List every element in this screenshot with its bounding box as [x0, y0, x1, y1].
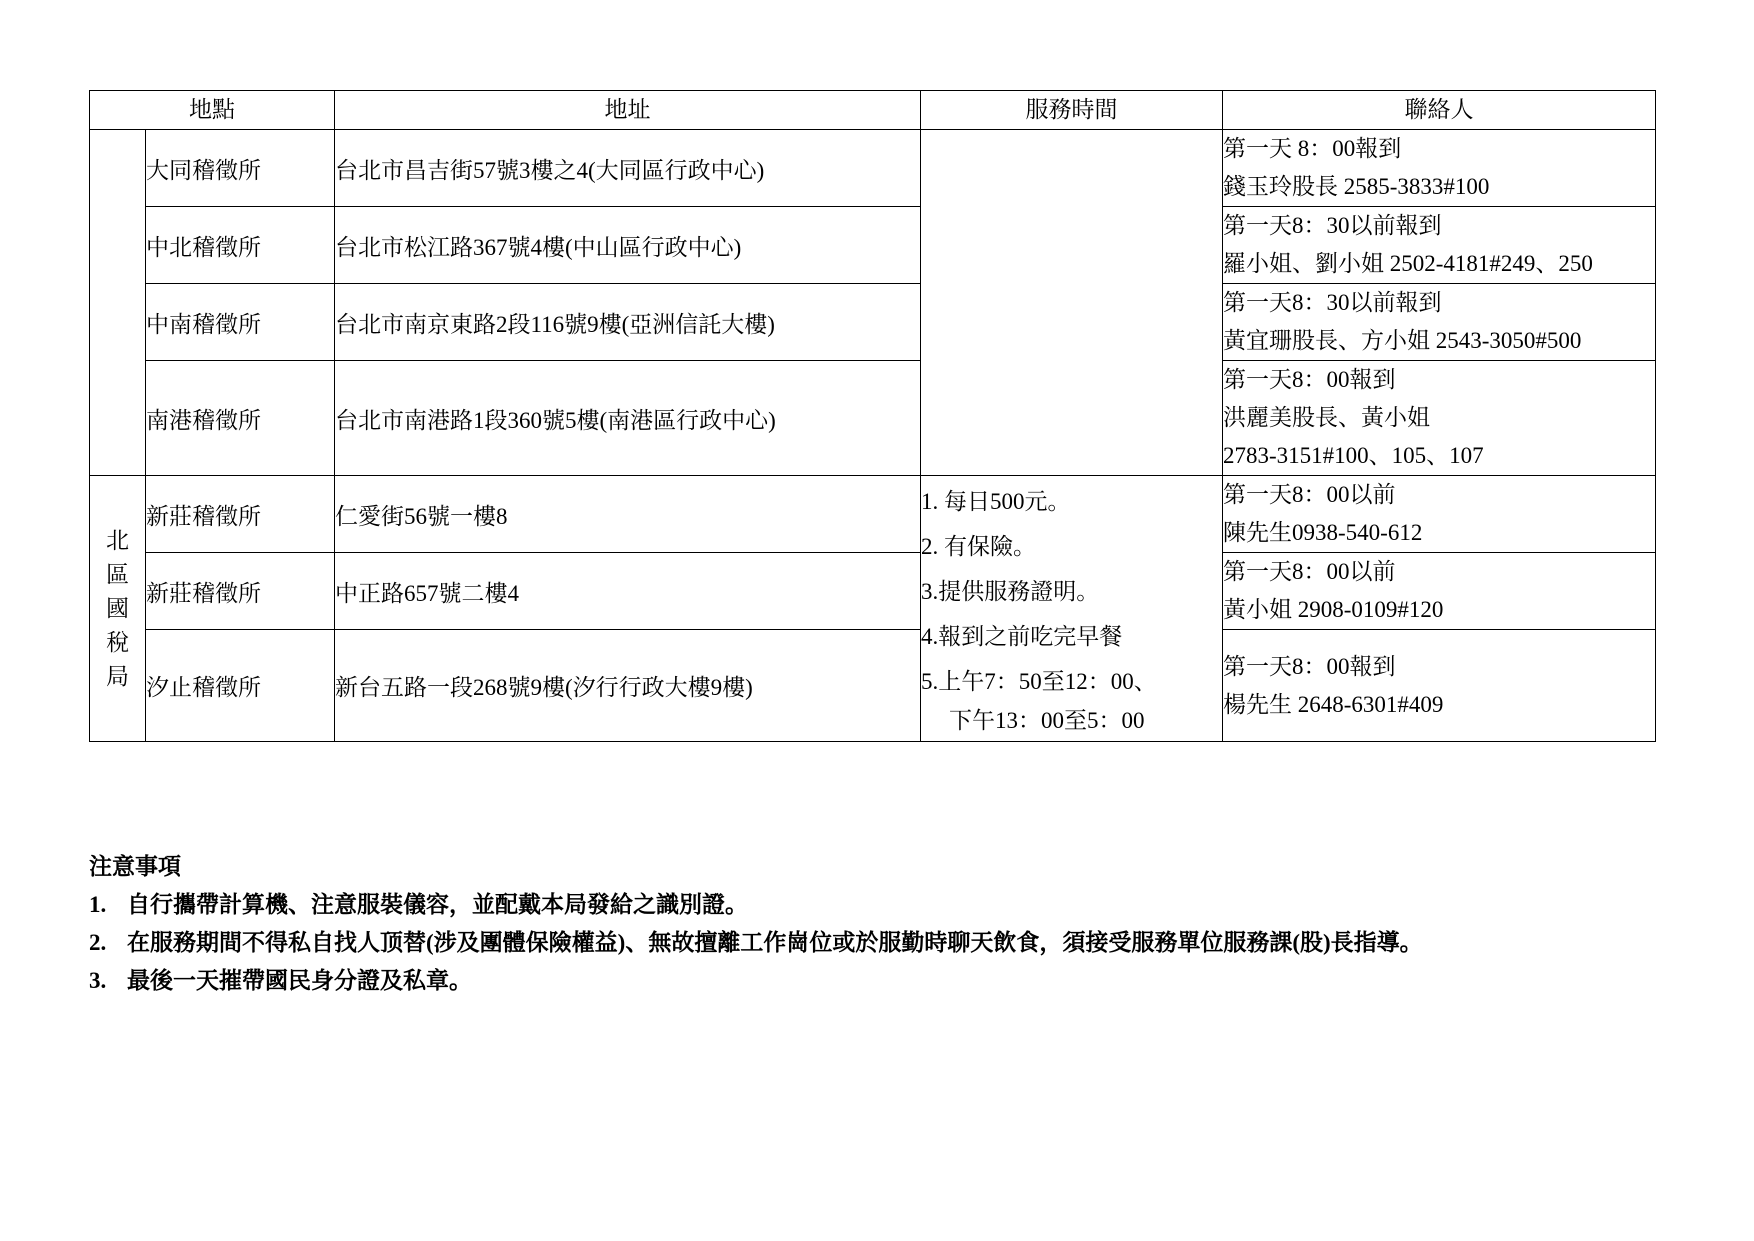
region-label — [90, 476, 146, 742]
service-line: 1. 每日500元。 — [921, 489, 1071, 514]
region-cell-blank — [90, 130, 146, 476]
service-location-table — [89, 90, 1656, 742]
office-address: 仁愛街56號一樓8 — [335, 476, 921, 553]
table-row — [90, 284, 1656, 361]
contact-cell — [1223, 284, 1656, 361]
header-contact: 聯絡人 — [1223, 91, 1656, 130]
contact-line: 2783-3151#100、105、107 — [1223, 443, 1484, 468]
table-row — [90, 207, 1656, 284]
region-char: 稅 — [106, 629, 129, 655]
notes-title: 注意事項 — [89, 854, 181, 879]
note-text: 在服務期間不得私自找人顶替(涉及團體保險權益)、無故擅離工作崗位或於服勤時聊天飲食，須接受服務單位服務課(股)長指導。 — [127, 930, 1423, 955]
office-name: 新莊稽徵所 — [146, 553, 335, 630]
note-number: 2. — [89, 930, 107, 955]
contact-line: 洪麗美股長、黃小姐 — [1223, 405, 1430, 430]
contact-line: 第一天8：00報到 — [1223, 653, 1396, 679]
contact-cell — [1223, 361, 1656, 476]
office-address: 中正路657號二樓4 — [335, 553, 921, 630]
note-number: 1. — [89, 892, 107, 917]
office-address: 台北市昌吉街57號3樓之4(大同區行政中心) — [335, 130, 921, 207]
service-line: 3.提供服務證明。 — [921, 579, 1100, 604]
office-name: 汐止稽徵所 — [146, 630, 335, 742]
notes-section — [89, 848, 1649, 1000]
contact-cell — [1223, 476, 1656, 553]
office-address: 新台五路一段268號9樓(汐行行政大樓9樓) — [335, 630, 921, 742]
contact-line: 第一天8：00以前 — [1223, 482, 1396, 507]
service-line: 4.報到之前吃完早餐 — [921, 624, 1123, 649]
table-row — [90, 476, 1656, 553]
contact-line: 黃宜珊股長、方小姐 2543-3050#500 — [1223, 328, 1582, 353]
table-row — [90, 553, 1656, 630]
contact-line: 楊先生 2648-6301#409 — [1223, 691, 1444, 717]
contact-line: 第一天8：30以前報到 — [1223, 213, 1442, 238]
office-name: 中南稽徵所 — [146, 284, 335, 361]
region-char: 國 — [106, 595, 129, 621]
service-time-cell-blank — [921, 130, 1223, 476]
region-char: 區 — [106, 561, 129, 587]
service-line: 2. 有保險。 — [921, 534, 1036, 559]
note-text: 最後一天摧帶國民身分證及私章。 — [127, 968, 472, 993]
contact-line: 第一天8：00報到 — [1223, 367, 1396, 392]
office-address: 台北市南港路1段360號5樓(南港區行政中心) — [335, 361, 921, 476]
office-address: 台北市松江路367號4樓(中山區行政中心) — [335, 207, 921, 284]
table-row — [90, 361, 1656, 476]
header-location: 地點 — [90, 91, 335, 130]
region-char: 北 — [106, 527, 129, 553]
office-address: 台北市南京東路2段116號9樓(亞洲信託大樓) — [335, 284, 921, 361]
contact-line: 黃小姐 2908-0109#120 — [1223, 597, 1444, 622]
contact-cell — [1223, 630, 1656, 742]
note-text: 自行攜帶計算機、注意服裝儀容，並配戴本局發給之識別證。 — [127, 892, 748, 917]
note-item — [89, 962, 1649, 1000]
contact-line: 第一天8：00以前 — [1223, 559, 1396, 584]
contact-cell — [1223, 130, 1656, 207]
office-name: 新莊稽徵所 — [146, 476, 335, 553]
service-line: 5.上午7：50至12：00、 — [921, 669, 1157, 694]
contact-cell — [1223, 553, 1656, 630]
contact-cell — [1223, 207, 1656, 284]
region-char: 局 — [106, 663, 129, 689]
note-number: 3. — [89, 968, 107, 993]
office-name: 南港稽徵所 — [146, 361, 335, 476]
service-line: 下午13：00至5：00 — [949, 708, 1145, 733]
note-item — [89, 886, 1649, 924]
office-name: 大同稽徵所 — [146, 130, 335, 207]
note-item — [89, 924, 1649, 962]
office-name: 中北稽徵所 — [146, 207, 335, 284]
table-row — [90, 630, 1656, 742]
contact-line: 錢玉玲股長 2585-3833#100 — [1223, 174, 1490, 199]
contact-line: 羅小姐、劉小姐 2502-4181#249、250 — [1223, 251, 1593, 276]
table-header-row — [90, 91, 1656, 130]
contact-line: 第一天 8：00報到 — [1223, 136, 1402, 161]
header-address: 地址 — [335, 91, 921, 130]
header-service-time: 服務時間 — [921, 91, 1223, 130]
service-time-cell — [921, 476, 1223, 742]
table-row — [90, 130, 1656, 207]
contact-line: 第一天8：30以前報到 — [1223, 290, 1442, 315]
contact-line: 陳先生0938-540-612 — [1223, 520, 1423, 545]
